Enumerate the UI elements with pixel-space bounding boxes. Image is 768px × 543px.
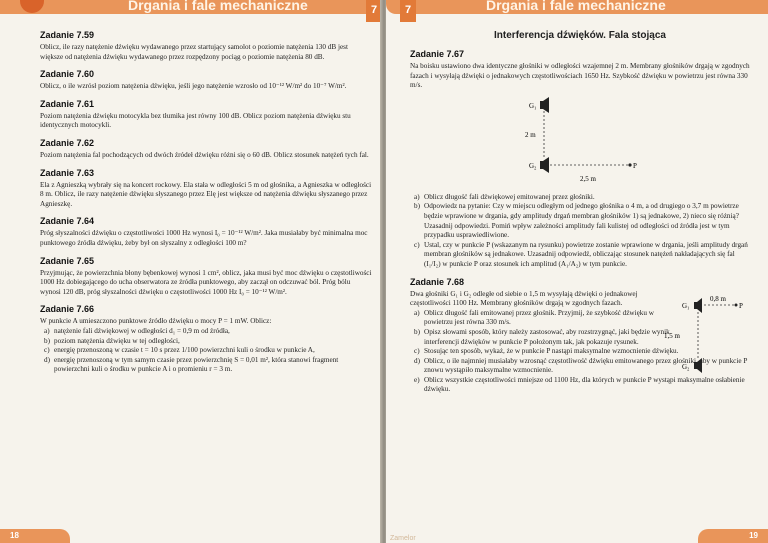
- speaker-diagram-svg: [410, 93, 750, 189]
- list-item: c) Ustal, czy w punkcie P (wskazanym na rysunku) powietrze zostanie wprawione w drgania, jeśli amplitudy drgań membran głośników są jednakowe. Uzasadnij odpowiedź, obliczając stosunek natężeń nakładających się fal (I₁/I₂) w punkcie P oraz stosunek ich amplitud (A₁/A₂) w tym punkcie.: [414, 240, 748, 268]
- speaker-diagram-1: [410, 93, 750, 189]
- problem-text: Poziom natężenia dźwięku motocykla bez tłumika jest równy 100 dB. Oblicz poziom natężenia dźwięku stu identycznych motocykli.: [40, 111, 351, 130]
- problem-title: Zadanie 7.63: [40, 167, 95, 178]
- problem-text: Oblicz, o ile wzrósł poziom natężenia dźwięku, jeśli jego natężenie wzrosło od 10⁻¹² W/m² do 10⁻⁷ W/m².: [40, 82, 347, 91]
- sub-questions: [410, 347, 750, 395]
- problem-title: Zadanie 7.67: [410, 49, 465, 59]
- problem-text: Przyjmując, że powierzchnia błony bębenkowej wynosi 1 cm², oblicz, jaka musi być moc dźwięku o częstotliwości 1000 Hz dobiegającego do ucha obserwatora ze źródła punktowego, aby zaczął on odczuwać ból. Próg bólu wynosi 120 dB, próg słyszalności dźwięku o częstotliwości 1000 Hz I₀ = 10⁻¹² W/m².: [40, 268, 372, 296]
- list-item: c) energię przenoszoną w czasie t = 10 s przez 1/100 powierzchni kuli o środku w punkcie A,: [44, 346, 315, 355]
- problem-title: Zadanie 7.62: [40, 137, 95, 148]
- problem-title: Zadanie 7.68: [410, 276, 465, 287]
- speaker-icon: [694, 298, 702, 313]
- speaker-icon: [540, 97, 549, 113]
- problem-text: Próg słyszalności dźwięku o częstotliwości 1000 Hz wynosi I₀ = 10⁻¹² W/m². Jaka musiałaby być minimalna moc punktowego źródła dźwięku, żeby był on słyszalny z odległości 100 m?: [40, 229, 368, 247]
- label-distance-horizontal: 2,5 m: [580, 174, 596, 183]
- problem-title: Zadanie 7.65: [40, 255, 95, 266]
- right-content: [410, 30, 750, 395]
- label-p: P: [739, 301, 743, 310]
- header-band: [386, 0, 768, 14]
- publisher-logo: [20, 0, 44, 13]
- header-title: Drgania i fale mechaniczne: [128, 0, 308, 13]
- list-item: c) Stosując ten sposób, wykaż, że w punkcie P nastąpi maksymalne wzmocnienie dźwięku.: [414, 347, 679, 356]
- problem-text: Ela z Agnieszką wybrały się na koncert rockowy. Ela stała w odległości 5 m od głośnika, a Agnieszka w odległości 8 m. Oblicz, ile razy natężenie dźwięku słyszanego przez Elę jest większe od natężenia dźwięku słyszanego przez Agnieszkę.: [40, 180, 372, 208]
- chapter-tab: 7: [366, 0, 382, 22]
- header-band: [0, 0, 382, 14]
- header-title: Drgania i fale mechaniczne: [486, 0, 666, 13]
- problem-text: Na boisku ustawiono dwa identyczne głośniki w odległości wzajemnej 2 m. Membrany głośników drgają w zgodnych fazach i wysyłają dźwięki o jednakowych częstotliwościach 1650 Hz. Szybkość dźwięku w powietrzu jest równa 330 m/s.: [410, 62, 750, 90]
- chapter-tab: 7: [400, 0, 416, 22]
- label-p: P: [633, 161, 637, 170]
- problem-title: Zadanie 7.64: [40, 216, 95, 227]
- left-page: [0, 0, 382, 543]
- list-item: a) Oblicz długość fali dźwiękowej emitowanej przez głośniki.: [414, 192, 595, 201]
- list-item: b) Opisz słowami sposób, który należy zastosować, aby rozstrzygnąć, jaki będzie wynik interferencji dźwięków w punkcie P położonym tak, jak pokazuje rysunek.: [414, 327, 670, 346]
- sub-questions: [410, 309, 672, 347]
- label-g2: G₂: [529, 161, 537, 170]
- label-g2: G₂: [682, 362, 690, 371]
- list-item: a) Oblicz długość fali emitowanej przez głośnik. Przyjmij, że szybkość dźwięku w powietrzu jest równa 330 m/s.: [414, 308, 654, 327]
- problem-text: Poziom natężenia fal pochodzących od dwóch źródeł dźwięku różni się o 60 dB. Oblicz stosunek natężeń tych fal.: [40, 150, 369, 159]
- right-page: [386, 0, 768, 543]
- speaker-icon: [540, 157, 549, 173]
- list-item: a) natężenie fali dźwiękowej w odległości d₁ = 0,9 m od źródła,: [44, 326, 230, 335]
- problem-title: Zadanie 7.61: [40, 98, 95, 109]
- sub-questions: [40, 327, 372, 375]
- problem-text: Oblicz, ile razy natężenie dźwięku wydawanego przez startujący samolot o poziomie natężenia 130 dB jest większe od natężenia dźwięku wydawanego przez rozpędzony pociąg o poziomie natężenia 80 dB.: [40, 43, 348, 61]
- page-number: 19: [698, 529, 768, 543]
- list-item: d) energię przenoszoną w tym samym czasie przez powierzchnię S = 0,01 m², która stanowi fragment powierzchni kuli o środku w punkcie A i o promieniu r = 3 m.: [44, 355, 339, 374]
- label-distance-vertical: 2 m: [525, 130, 536, 139]
- label-g1: G₁: [682, 301, 690, 310]
- list-item: d) Oblicz, o ile najmniej musiałaby wzrosnąć częstotliwość dźwięku emitowanego przez głośniki, aby w punkcie P znowu wystąpiło maksymalne wzmocnienie.: [414, 356, 748, 375]
- label-g1: G₁: [529, 101, 537, 110]
- label-distance-horizontal: 0,8 m: [710, 294, 726, 303]
- sub-questions: [410, 193, 750, 270]
- problem-text: W punkcie A umieszczono punktowe źródło dźwięku o mocy P = 1 mW. Oblicz:: [40, 317, 272, 326]
- list-item: b) poziom natężenia dźwięku w tej odległości,: [44, 336, 180, 345]
- section-title: Interferencja dźwięków. Fala stojąca: [494, 30, 666, 41]
- problem-title: Zadanie 7.66: [40, 304, 95, 315]
- left-content: [40, 30, 372, 375]
- page-number: 18: [0, 529, 70, 543]
- problem-title: Zadanie 7.60: [40, 69, 95, 80]
- watermark: Zamelor: [390, 535, 416, 542]
- list-item: b) Odpowiedz na pytanie: Czy w miejscu odległym od jednego głośnika o 4 m, a od drugiego o 3,7 m powietrze będzie wprawione w drgania, gdy amplitudy drgań membran głośników 1) są jednakowe, 2) nieco się różnią? Uzasadnij odpowiedzi. Pomiń wpływ zależności amplitudy fali kulistej od odległości od źródła jest w tym przypadku usprawiedliwione.: [414, 202, 739, 240]
- problem-title: Zadanie 7.59: [40, 30, 95, 40]
- list-item: e) Oblicz wszystkie częstotliwości mniejsze od 1100 Hz, dla których w punkcie P wystąpi maksymalne osłabienie dźwięku.: [414, 375, 745, 394]
- label-distance-vertical: 1,5 m: [664, 331, 680, 340]
- problem-text: Dwa głośniki G₁ i G₂ odległe od siebie o 1,5 m wysyłają dźwięki o jednakowej częstotliwości 1100 Hz. Membrany głośników drgają w zgodnych fazach.: [410, 289, 638, 308]
